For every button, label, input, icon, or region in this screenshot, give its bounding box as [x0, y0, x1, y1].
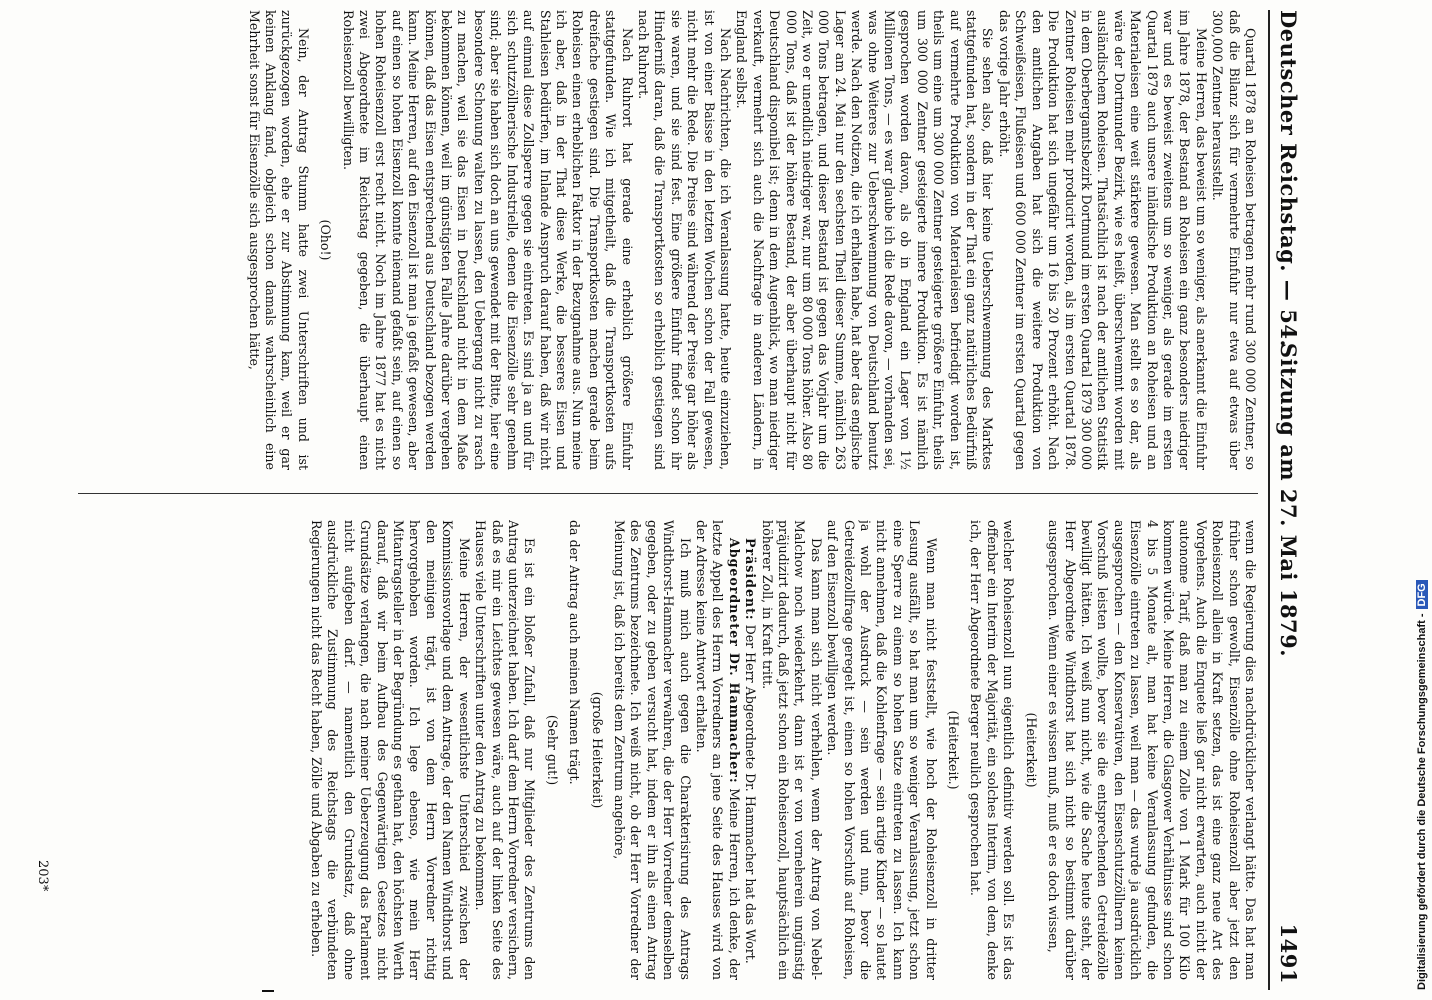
interjection: (Sehr gut!) [544, 714, 560, 786]
interjection: (Heiterkeit) [1023, 712, 1039, 788]
page-number: 1491 [1276, 923, 1301, 984]
interjection: (Oho!) [318, 219, 334, 261]
paragraph: Nach Ruhrort hat gerade eine erheblich größere Einfuhr stattgefunden. Wie ich mitgetheilt, daß die Transportkosten aufs dreifache gestiegen sind. Die Transportkosten machen gerade beim Roheisen einen erheblichen Faktor in der Bezugnahme aus. Nun meine ich aber, daß in der That diese Werke, die besseres Eisen und Stahleisen bedürfen, im Inlande Anspruch darauf haben, daß wir nicht auf einmal diese Zollsperre gegen sie eintreten. Es sind ja an und für sich schutzzöllnerische Industrielle, denen die Eisenzölle sehr genehm sind; aber sie haben sich doch an uns gewendet mit der Bitte, hier eine besondere Schonung walten zu lassen, den Uebergang nicht zu rasch zu machen, weil sie das Eisen in Deutschland nicht in dem Maße bekommen können, weil im günstigsten Falle Jahre darüber vergehen können, daß das Eisen entsprechend aus Deutschland bezogen werden kann. Meine Herren, auf den Eisenzoll ist man ja gefaßt gewesen, aber auf einen so hohen Eisenzoll konnte niemand gefaßt sein, auf einen so hohen Roheisenzoll erst recht nicht. Noch im Jahre 1877 hat es nicht zwei Abgeordnete im Reichstag gegeben, die überhaupt einen Roheisenzoll bewilligten. [340, 10, 635, 470]
paragraph: Nein, der Antrag Stumm hatte zwei Unterschriften und ist zurückgezogen worden, ehe er zur Abstimmung kam, weil er gar keinen Anklang fand, obgleich schon damals wahrscheinlich eine Mehrheit sonst für Eisenzölle sich ausgesprochen hätte, [246, 10, 311, 470]
paragraph: Es ist ein bloßer Zufall, daß nur Mitglieder des Zentrums den Antrag unterzeichnet haben. Ich darf dem Herrn Vorredner versichern, daß es mir ein Leichtes gewesen wäre, auch auf der linken Seite des Hauses viele Unterschriften unter den Antrag zu bekommen. [473, 520, 538, 980]
paragraph: Meine Herren, der wesentlichste Unterschied zwischen der Kommissionsvorlage und dem Antrage, der den Namen Windthorst und den meinigen trägt, ist von dem Herrn Vorredner richtig hervorgehoben worden. Ich lege ebenso, wie mein Herr Mitantragsteller in der Begründung es gethan hat, den höchsten Werth darauf, daß wir beim Aufbau des Gegenwärtigen Gesetzes nicht Grundsätze verlangen, die nach meiner Ueberzeugung das Parlament nicht aufgeben darf. — namentlich den Grundsatz, daß ohne ausdrückliche Zustimmung des Reichstags die verbündeten Regierungen nicht das Recht haben, Zölle und Abgaben zu erheben. [309, 520, 472, 980]
paragraph: Meine Herren, das beweist um so weniger, als anerkannt die Einfuhr im Jahre 1878, der Bestand an Roheisen ein ganz besonders niedriger war und es beweist zweitens um so weniger, als gerade im ersten Quartal 1879 auch unsere inländische Produktion an Roheisen und an Materialeisen eine weit stärkere gewesen. Man stellt es so dar, als wäre der Dortmunder Bezirk, wie es heißt, überschwemmt worden mit ausländischem Roheisen. Thatsächlich ist nach der amtlichen Statistik in dem Oberbergamtsbezirk Dortmund im ersten Quartal 1879 300 000 Zentner Roheisen mehr producirt worden, als im ersten Quartal 1878. Die Produktion hat sich ungefähr um 16 bis 20 Prozent erhöht. Nach den amtlichen Angaben hat sich die weitere Produktion von Schweißeisen, Flußeisen und 600 000 Zentner im ersten Quartal gegen das vorige Jahr erhöht. [996, 10, 1209, 470]
paragraph: da der Antrag auch meinen Namen trägt. [567, 520, 583, 785]
paragraph: Quartal 1878 an Roheisen betragen mehr rund 300 000 Zentner, so daß die Bilanz sich für vermehrte Einfuhr nur etwa auf etwas über 300,000 Zentner herausstellt. [1210, 10, 1258, 470]
page-header [1268, 10, 1310, 990]
rotated-page [10, 0, 1340, 1000]
interjection: (große Heiterkeit) [589, 691, 605, 809]
speaker-paragraph [742, 520, 758, 980]
paragraph: welcher Roheisenzoll nun eigentlich definitiv werden soll. Es ist das offenbar ein Interim der Majorität, ein solches Interim, von dem, denke ich, der Herr Abgeordnete Berger neulich gesprochen hat. [968, 520, 1017, 980]
speaker-paragraph [693, 520, 742, 980]
speaker-text: Meine Herren, ich denke, der letzte Appell des Herrn Vorredners an jene Seite des Hauses wird von der Adresse keine Antwort erhalten. [694, 520, 742, 980]
paragraph: Das kann man sich nicht verhehlen, wenn der Antrag von Nebel-Malchow noch wiederkehrt, dann ist er von vorneherein ungünstig präjudizirt dadurch, daß jetzt schon ein Roheisenzoll, hauptsächlich ein höherer Zoll, in Kraft tritt. [759, 520, 824, 980]
sidebar-credit [1412, 30, 1432, 990]
edge-mark [262, 990, 274, 992]
paragraph: Ich muß mich auch gegen die Charakterisirung des Antrags Windthorst-Hammacher verwahren, die der Herr Vorredner demselben gegeben, oder zu geben versucht hat, indem er ihn als einen Antrag des Zentrums bezeichnete. Ich weiß nicht, ob der Herr Vorredner der Meinung ist, daß ich bereits dem Zentrum angehöre, [611, 520, 693, 980]
paragraph: Sie sehen also, daß hier keine Ueberschwemmung des Marktes stattgefunden hat, sondern in der That ein ganz natürliches Bedürfniß auf vermehrte Produktion von Materialeisen befriedigt worden ist, theils um eine um 300 000 Zentner gesteigerte größere Einfuhr, theils um 300 000 Zentner gesteigerte innere Produktion. Es ist nämlich gesprochen worden davon, als ob in England ein Lager von 1½ Millionen Tons, — es war glaube ich die Rede davon, — vorhanden sei, was ohne Weiteres zur Ueberschwemmung von Deutschland benutzt werde. Nach den Notizen, die ich erhalten habe, hat aber das englische Lager am 24. Mai nur den sechsten Theil dieser Summe, nämlich 263 000 Tons betragen, und dieser Bestand ist gegen das Vorjahr um die Zeit, wo er unendlich niedriger war, nur um 80 000 Tons höher. Also 80 000 Tons, daß ist der höhere Bestand, der aber überhaupt nicht für Deutschland disponibel ist; denn in dem Augenblick, wo man niedriger verkauft, vermehrt sich auch die Nachfrage in anderen Ländern, in England selbst. [734, 10, 996, 470]
sidebar [1412, 0, 1432, 1000]
column-divider [78, 493, 1258, 494]
signature-mark: 203* [35, 860, 50, 892]
paragraph: Nach Nachrichten, die ich Veranlassung hatte, heute einzuziehen, ist von einer Baisse in den letzten Wochen schon der Fall gewesen, nicht mehr die Rede. Die Preise sind während der Preise gar höher als sie waren, und sie sind fest. Eine größere Einfuhr findet schon ihr Hinderniß daran, daß die Transportkosten so erheblich gestiegen sind nach Ruhrort. [635, 10, 733, 470]
left-column [38, 10, 1258, 470]
right-column [38, 520, 1258, 980]
dfg-logo: DFG [1416, 580, 1428, 609]
sidebar-text: Digitalisierung gefördert durch die Deutsche Forschungsgemeinschaft - [1416, 613, 1428, 990]
speaker-name: Präsident: [743, 538, 759, 621]
header-left: Deutscher Reichstag. — 54. [1276, 10, 1301, 348]
speaker-text: Der Herr Abgeordnete Dr. Hammacher hat das Wort. [743, 624, 759, 964]
speaker-name: Abgeordneter Dr. Hammacher: [726, 538, 742, 784]
paragraph: wenn die Regierung dies nachdrücklicher verlangt hätte. Das hat man früher schon gewollt, Eisenzölle ohne Roheisenzoll aber jetzt den Roheisenzoll allein in Kraft setzen, das ist eine ganz neue Art des Vorgehens. Auch die Enquete ließ gar nicht erwarten, auch nicht der autonome Tarif, daß man zu einem Zolle von 1 Mark für 100 Kilo kommen würde. Meine Herren, die Glasgower Verhältnisse sind schon 4 bis 5 Monate alt, man hat keine Veranlassung gefunden, die Eisenzölle eintreten zu lassen, weil man — das wurde ja ausdrücklich ausgesprochen — den Konservativen, den Eisenschutzzöllnern keinen Vorschuß leisten wollte, bevor sie die entsprechenden Getreidezölle bewilligt hätten. Ich weiß nun nicht, wie die Sache heute steht, der Herr Abgeordnete Windthorst hat sich nicht so bestimmt darüber ausgesprochen. Wenn einer es wissen muß, muß er es doch wissen, [1046, 520, 1258, 980]
header-center: Sitzung am 27. Mai 1879. [1276, 342, 1301, 658]
interjection: (Heiterkeit.) [946, 710, 962, 790]
paragraph: Wenn man nicht feststellt, wie hoch der Roheisenzoll in dritter Lesung ausfällt, so hat man um so weniger Veranlassung, jetzt schon eine Sperre zu einem so hohen Satze eintreten zu lassen. Ich kann nicht annehmen, daß die Kohlenfrage — sein artige Kinder — so lautet ja wohl der Ausdruck — sein werden und nun, bevor die Getreidezollfrage geregelt ist, einen so hohen Vorschuß auf Roheisen, auf den Eisenzoll bewilligen werden. [825, 520, 939, 980]
